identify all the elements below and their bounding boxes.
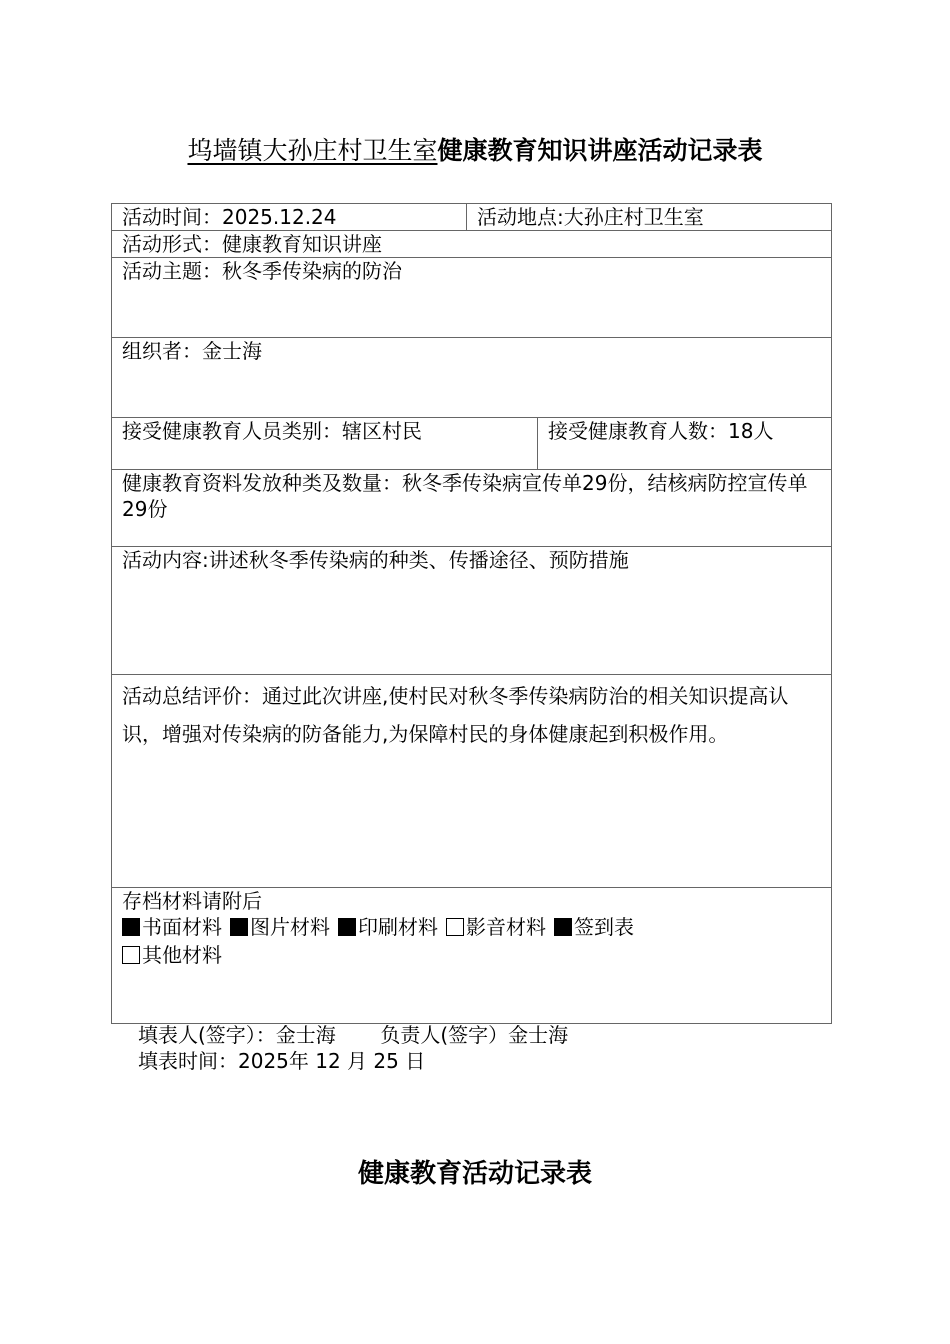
activity-place-cell: 活动地点:大孙庄村卫生室 [467,204,832,231]
page-title [0,134,950,168]
archive-cell [112,888,832,1024]
archive-item-label: 签到表 [574,915,634,939]
checkbox-icon[interactable] [122,918,140,936]
checkbox-icon[interactable] [122,946,140,964]
activity-record-table [111,203,832,1024]
audience-type-cell: 接受健康教育人员类别：辖区村民 [112,418,538,470]
archive-item-label: 图片材料 [250,915,330,939]
organizer-cell: 组织者：金士海 [112,338,832,418]
activity-form-cell: 活动形式：健康教育知识讲座 [112,231,832,258]
archive-item-label: 印刷材料 [358,915,438,939]
archive-item-label: 书面材料 [142,915,222,939]
activity-time-cell: 活动时间：2025.12.24 [112,204,467,231]
title-form-name: 健康教育知识讲座活动记录表 [437,136,763,165]
checkbox-icon[interactable] [446,918,464,936]
filler-signature: 填表人(签字）：金士海 [138,1023,336,1047]
archive-item[interactable] [338,914,438,940]
checkbox-icon[interactable] [338,918,356,936]
activity-theme-cell: 活动主题：秋冬季传染病的防治 [112,258,832,338]
archive-label: 存档材料请附后 [122,889,262,913]
responsible-signature: 负责人(签字）金士海 [380,1023,569,1047]
archive-checklist [122,914,821,942]
archive-item[interactable] [446,914,546,940]
archive-item-label: 其他材料 [142,943,222,967]
checkbox-icon[interactable] [554,918,572,936]
activity-summary-cell: 活动总结评价：通过此次讲座,使村民对秋冬季传染病防治的相关知识提高认识，增强对传染病的防备能力,为保障村民的身体健康起到积极作用。 [112,675,832,888]
checkbox-icon[interactable] [230,918,248,936]
archive-item[interactable] [554,914,634,940]
materials-cell: 健康教育资料发放种类及数量：秋冬季传染病宣传单29份，结核病防控宣传单29份 [112,470,832,547]
fill-date: 填表时间：2025年 12 月 25 日 [138,1049,426,1073]
archive-item[interactable] [122,942,222,968]
next-page-title: 健康教育活动记录表 [357,1159,592,1189]
archive-item[interactable] [230,914,330,940]
title-organization: 坞墙镇大孙庄村卫生室 [187,136,438,165]
archive-item-label: 影音材料 [466,915,546,939]
footer-signatures [138,1022,568,1048]
activity-content-cell: 活动内容:讲述秋冬季传染病的种类、传播途径、预防措施 [112,547,832,675]
audience-count-cell: 接受健康教育人数：18人 [538,418,832,470]
archive-item[interactable] [122,914,222,940]
